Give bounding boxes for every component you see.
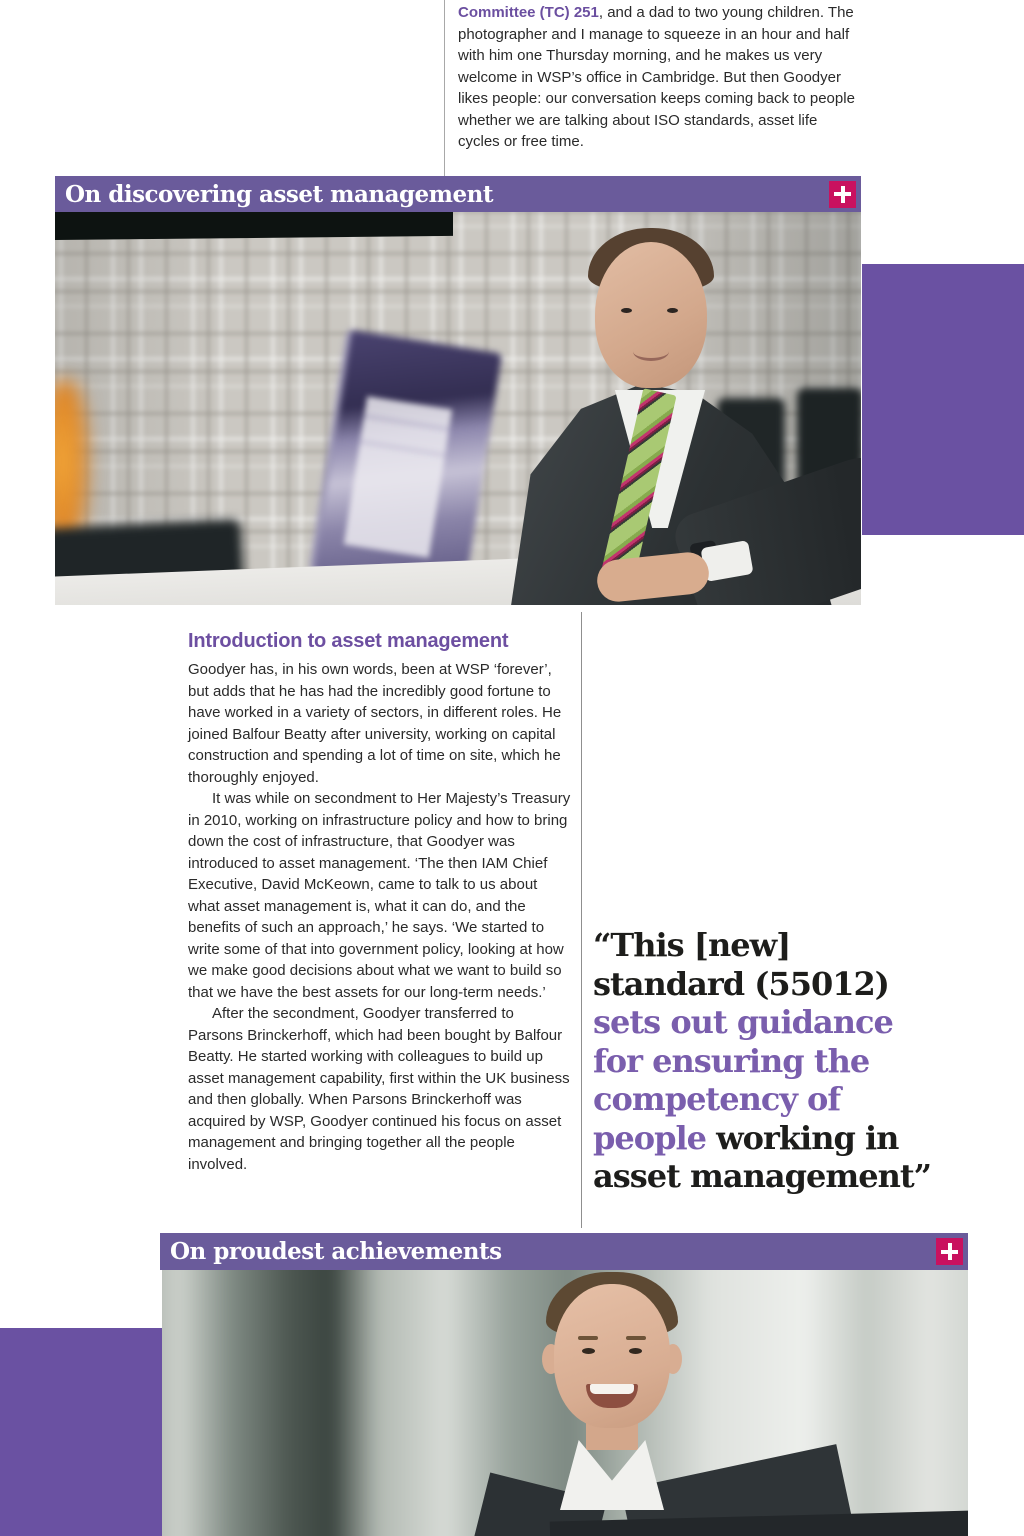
plus-icon <box>829 181 856 208</box>
man-eye <box>629 1348 642 1354</box>
section-banner-title: On proudest achievements <box>170 1238 502 1265</box>
article-paragraph: It was while on secondment to Her Majesty’s Treasury in 2010, working on infrastructure policy and how to bring down the cost of infrastructure, that Goodyer was introduced to asset management. ‘The then IAM Chief Executive, David McKeown, came to talk to us about what asset management is, what it can do, and the benefits of such an approach,’ he says. ‘We started to write some of that into government policy, looking at how we make good decisions about what we want to build so that we have the best assets for our long-term needs.’ <box>188 790 571 1001</box>
article-paragraph: Goodyer has, in his own words, been at WSP ‘forever’, but adds that he has had the incredibly good fortune to have worked in a variety of sectors, in different roles. He joined Balfour Beatty after university, working on capital construction and spending a lot of time on site, which he thoroughly enjoyed. <box>188 661 562 786</box>
section-banner-discovering <box>55 176 861 212</box>
article-column <box>188 630 572 1175</box>
section-banner-proudest <box>160 1233 968 1270</box>
pull-quote-line: for ensuring the <box>593 1041 870 1080</box>
pull-quote-line: standard (55012) <box>593 964 889 1003</box>
article-paragraph: After the secondment, Goodyer transferred to Parsons Brinckerhoff, which had been bought by Balfour Beatty. He started working with colleagues to build up asset management capability, first within the UK business and then globally. When Parsons Brinckerhoff was acquired by WSP, Goodyer continued his focus on asset management and bringing together all the people involved. <box>188 1005 570 1173</box>
article-heading: Introduction to asset management <box>188 630 509 652</box>
man-teeth <box>590 1384 634 1394</box>
intro-body-text: , and a dad to two young children. The photographer and I manage to squeeze in an hour and half with him one Thursday morning, and he makes us very welcome in WSP’s office in Cambridge. But then Goodyer likes people: our conversation keeps coming back to people whether we are talking about ISO standards, asset life cycles or free time. <box>458 4 855 150</box>
purple-accent-block-left <box>0 1328 162 1536</box>
tv-screen <box>55 212 453 240</box>
man-smile <box>633 342 669 361</box>
column-divider-top <box>444 0 445 176</box>
pull-quote-line: asset management” <box>593 1157 932 1195</box>
intro-paragraph <box>458 2 860 153</box>
pull-quote-line: competency of <box>593 1080 841 1118</box>
section-banner-title: On discovering asset management <box>65 180 494 208</box>
pull-quote-line: “This [new] <box>593 926 791 964</box>
expand-button[interactable] <box>936 1238 963 1265</box>
column-divider-middle <box>581 612 582 1228</box>
man-eye <box>582 1348 595 1354</box>
intro-lead-link: Committee (TC) 251 <box>458 4 599 21</box>
man-eyebrow <box>626 1336 646 1340</box>
expand-button[interactable] <box>829 181 856 208</box>
man-eye <box>667 308 678 313</box>
man-eye <box>621 308 632 313</box>
pull-quote <box>593 926 993 1196</box>
man-face <box>595 242 707 388</box>
plus-icon <box>936 1238 963 1265</box>
photo-discovering-asset-management <box>55 212 861 605</box>
pull-quote-line: people working in <box>593 1118 899 1157</box>
purple-accent-block-right <box>862 264 1024 535</box>
pull-quote-line: sets out guidance <box>593 1003 893 1041</box>
man-eyebrow <box>578 1336 598 1340</box>
photo-proudest-achievements <box>162 1270 968 1536</box>
